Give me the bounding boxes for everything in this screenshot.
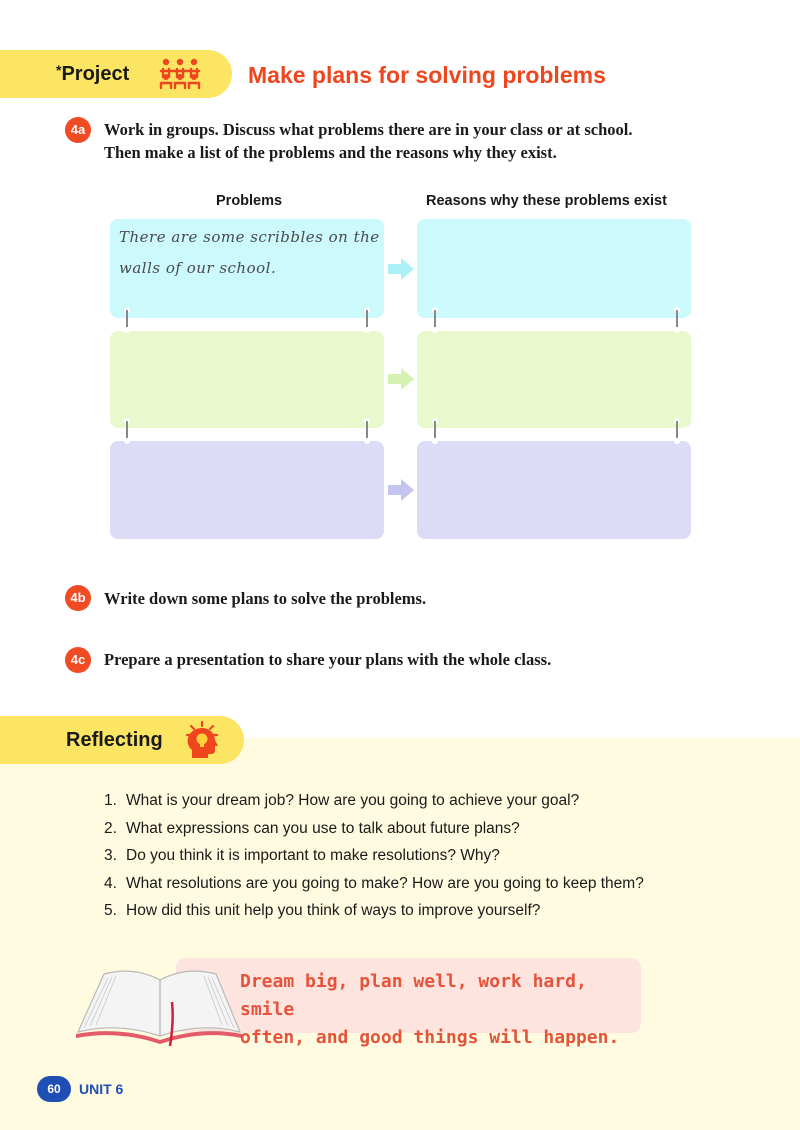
ring-icon — [362, 418, 372, 444]
problem-box-2[interactable] — [110, 331, 384, 428]
open-book-icon — [74, 962, 244, 1048]
question-text: Do you think it is important to make resolutions? Why? — [126, 847, 500, 864]
head-lightbulb-icon — [182, 720, 222, 760]
question-item — [104, 897, 644, 925]
right-arrow-icon — [388, 479, 414, 501]
question-number: 1. — [104, 792, 117, 809]
task-4a-line-1: Work in groups. Discuss what problems there are in your class or at school. — [104, 120, 633, 139]
task-badge-4b: 4b — [65, 585, 91, 611]
question-text: What expressions can you use to talk about future plans? — [126, 819, 520, 837]
example-line-1: There are some scribbles on the — [119, 228, 380, 246]
reason-box-2[interactable] — [417, 331, 691, 428]
question-number: 2. — [104, 819, 117, 837]
reflecting-label: Reflecting — [66, 729, 163, 751]
question-number: 3. — [104, 847, 117, 864]
ring-icon — [122, 418, 132, 444]
problems-header: Problems — [216, 193, 283, 209]
task-4c-text: Prepare a presentation to share your plans with the whole class. — [104, 650, 552, 669]
question-text: How did this unit help you think of ways to improve yourself? — [126, 902, 541, 919]
ring-icon — [122, 307, 132, 333]
quote-line-1: Dream big, plan well, work hard, smile — [240, 971, 587, 1020]
question-number: 5. — [104, 902, 117, 919]
project-label-text: Project — [61, 63, 130, 85]
ring-icon — [672, 418, 682, 444]
question-item — [104, 787, 644, 815]
example-line-2: walls of our school. — [119, 259, 277, 277]
reflecting-questions — [104, 787, 644, 925]
page-number: 60 — [37, 1076, 71, 1102]
example-problem-text — [119, 222, 381, 284]
right-arrow-icon — [388, 258, 414, 280]
task-4b-text: Write down some plans to solve the problems. — [104, 589, 427, 608]
project-star: * — [56, 62, 62, 78]
question-item — [104, 870, 644, 898]
ring-icon — [430, 307, 440, 333]
question-text: What resolutions are you going to make? How are you going to keep them? — [126, 874, 644, 892]
task-4a-text — [104, 118, 633, 164]
group-of-people-icon — [158, 56, 202, 90]
task-badge-4c: 4c — [65, 647, 91, 673]
task-badge-4a: 4a — [65, 117, 91, 143]
right-arrow-icon — [388, 368, 414, 390]
ring-icon — [362, 307, 372, 333]
ring-icon — [672, 307, 682, 333]
quote-text — [240, 968, 640, 1052]
problem-box-3[interactable] — [110, 441, 384, 539]
ring-icon — [430, 418, 440, 444]
question-item — [104, 815, 644, 843]
question-text: What is your dream job? How are you going to achieve your goal? — [126, 792, 580, 809]
question-item — [104, 842, 644, 870]
task-4a-line-2: Then make a list of the problems and the reasons why they exist. — [104, 143, 557, 162]
project-label — [56, 62, 129, 86]
unit-label: UNIT 6 — [79, 1081, 124, 1097]
project-title: Make plans for solving problems — [248, 62, 606, 88]
question-number: 4. — [104, 874, 117, 892]
quote-line-2: often, and good things will happen. — [240, 1027, 620, 1048]
reasons-header: Reasons why these problems exist — [426, 193, 667, 209]
reason-box-1[interactable] — [417, 219, 691, 318]
reason-box-3[interactable] — [417, 441, 691, 539]
